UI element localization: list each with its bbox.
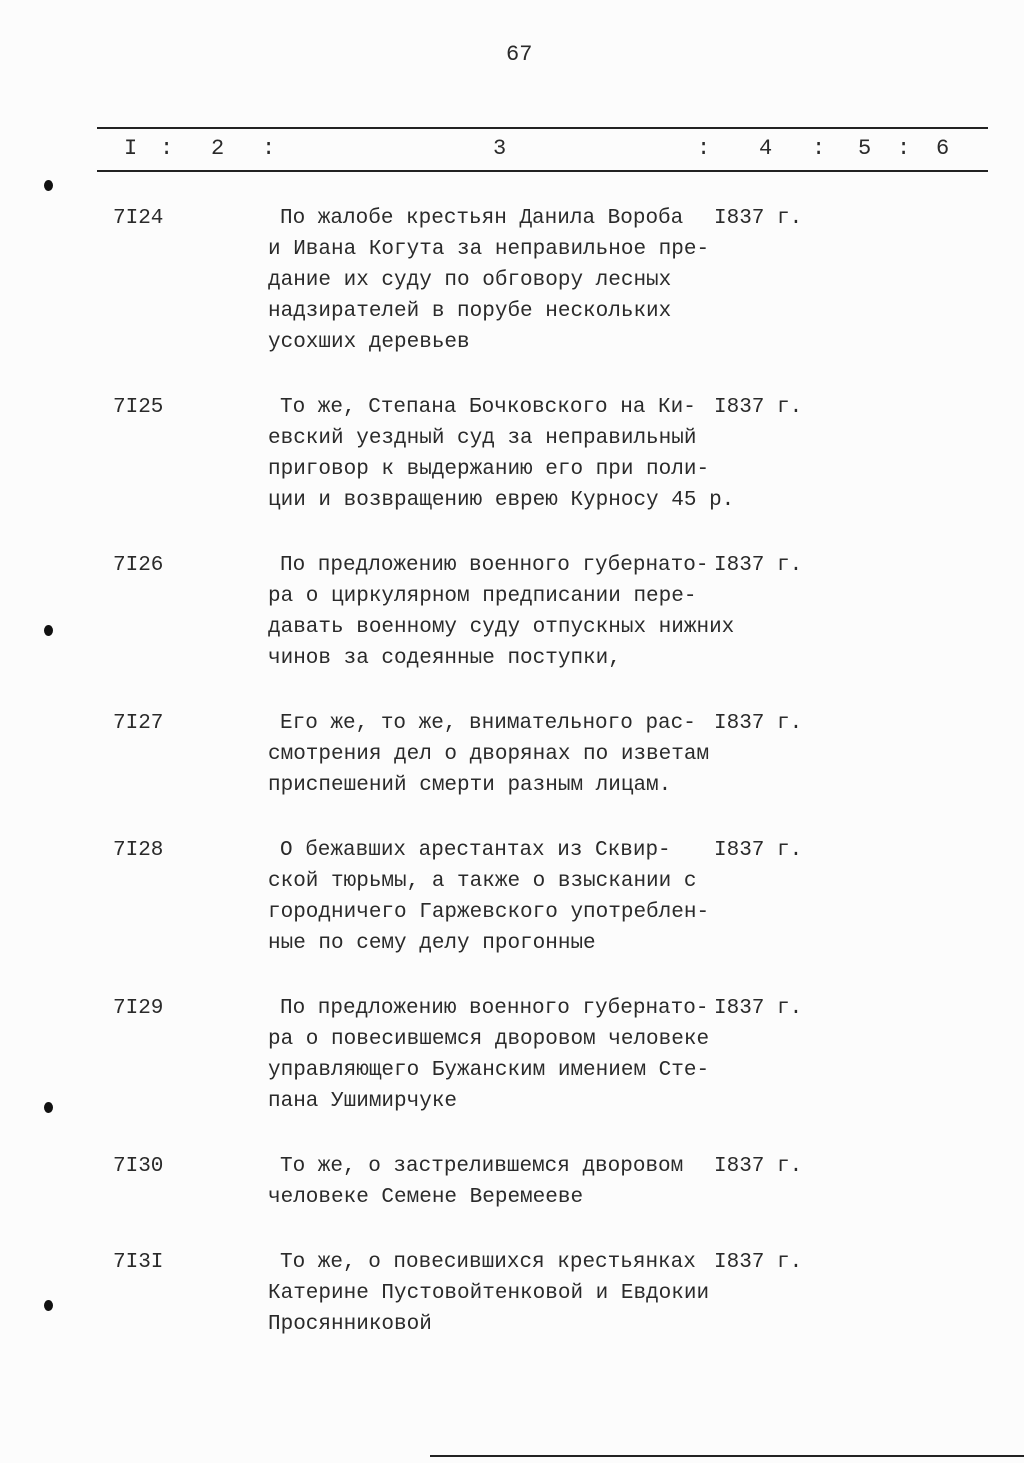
entry-year: I837 г.	[714, 396, 803, 419]
description-line: чинов за содеянные поступки,	[268, 647, 621, 670]
header-top-rule	[97, 127, 988, 129]
column-separator: :	[697, 136, 711, 161]
description-line: ра о циркулярном предписании пере-	[268, 585, 697, 608]
entry-number: 7I29	[113, 997, 164, 1020]
description-line: дание их суду по обговору лесных	[268, 269, 672, 292]
table-row	[0, 993, 1024, 1117]
bottom-rule	[430, 1455, 1024, 1457]
entry-description	[268, 550, 735, 674]
entry-description	[268, 1151, 718, 1213]
table-row	[0, 1247, 1024, 1340]
column-header-5: 5	[858, 136, 872, 161]
punch-hole	[44, 180, 53, 191]
description-line: Катерине Пустовойтенковой и Евдокии	[268, 1282, 710, 1305]
column-header-2: 2	[211, 136, 225, 161]
description-line: надзирателей в порубе нескольких	[268, 300, 672, 323]
description-line: ской тюрьмы, а также о взыскании с	[268, 870, 697, 893]
description-line: ра о повесившемся дворовом человеке	[268, 1028, 710, 1051]
entry-number: 7I3I	[113, 1251, 164, 1274]
entry-number: 7I25	[113, 396, 164, 419]
entry-description	[268, 993, 718, 1117]
entry-description	[268, 835, 718, 959]
entry-year: I837 г.	[714, 207, 803, 230]
entry-number: 7I27	[113, 712, 164, 735]
column-header-3: 3	[493, 136, 507, 161]
page-number: 67	[506, 42, 533, 67]
entry-year: I837 г.	[714, 997, 803, 1020]
description-line: пана Ушимирчуке	[268, 1090, 458, 1113]
table-row	[0, 1151, 1024, 1213]
description-line: По жалобе крестьян Данила Вороба	[280, 207, 684, 230]
entry-description	[268, 708, 718, 801]
description-line: евский уездный суд за неправильный	[268, 427, 697, 450]
column-separator: :	[812, 136, 826, 161]
description-line: приспешений смерти разным лицам.	[268, 774, 672, 797]
description-line: То же, Степана Бочковского на Ки-	[280, 396, 696, 419]
entry-number: 7I30	[113, 1155, 164, 1178]
entries-list	[0, 203, 1024, 1374]
table-row	[0, 550, 1024, 674]
column-header-4: 4	[759, 136, 773, 161]
description-line: и Ивана Когута за неправильное пре-	[268, 238, 710, 261]
description-line: Его же, то же, внимательного рас-	[280, 712, 696, 735]
column-separator: :	[160, 136, 174, 161]
column-separator: :	[897, 136, 911, 161]
entry-description	[268, 1247, 718, 1340]
description-line: По предложению военного губернато-	[280, 554, 709, 577]
description-line: По предложению военного губернато-	[280, 997, 709, 1020]
table-row	[0, 203, 1024, 358]
description-line: ции и возвращению еврею Курносу 45 р.	[268, 489, 735, 512]
entry-number: 7I24	[113, 207, 164, 230]
column-separator: :	[262, 136, 276, 161]
description-line: городничего Гаржевского употреблен-	[268, 901, 710, 924]
entry-year: I837 г.	[714, 712, 803, 735]
table-row	[0, 392, 1024, 516]
entry-year: I837 г.	[714, 1251, 803, 1274]
description-line: То же, о повесившихся крестьянках	[280, 1251, 696, 1274]
description-line: Просянниковой	[268, 1313, 432, 1336]
description-line: приговор к выдержанию его при поли-	[268, 458, 710, 481]
description-line: усохших деревьев	[268, 331, 470, 354]
entry-description	[268, 392, 735, 516]
description-line: управляющего Бужанским имением Сте-	[268, 1059, 710, 1082]
column-header-6: 6	[936, 136, 950, 161]
description-line: давать военному суду отпускных нижних	[268, 616, 735, 639]
table-row	[0, 835, 1024, 959]
entry-year: I837 г.	[714, 839, 803, 862]
entry-number: 7I28	[113, 839, 164, 862]
table-row	[0, 708, 1024, 801]
entry-description	[268, 203, 718, 358]
entry-year: I837 г.	[714, 554, 803, 577]
entry-number: 7I26	[113, 554, 164, 577]
column-header-1: I	[124, 136, 138, 161]
description-line: О бежавших арестантах из Сквир-	[280, 839, 671, 862]
description-line: человеке Семене Веремееве	[268, 1186, 584, 1209]
header-bottom-rule	[97, 170, 988, 172]
description-line: смотрения дел о дворянах по изветам	[268, 743, 710, 766]
description-line: ные по сему делу прогонные	[268, 932, 596, 955]
description-line: То же, о застрелившемся дворовом	[280, 1155, 684, 1178]
entry-year: I837 г.	[714, 1155, 803, 1178]
